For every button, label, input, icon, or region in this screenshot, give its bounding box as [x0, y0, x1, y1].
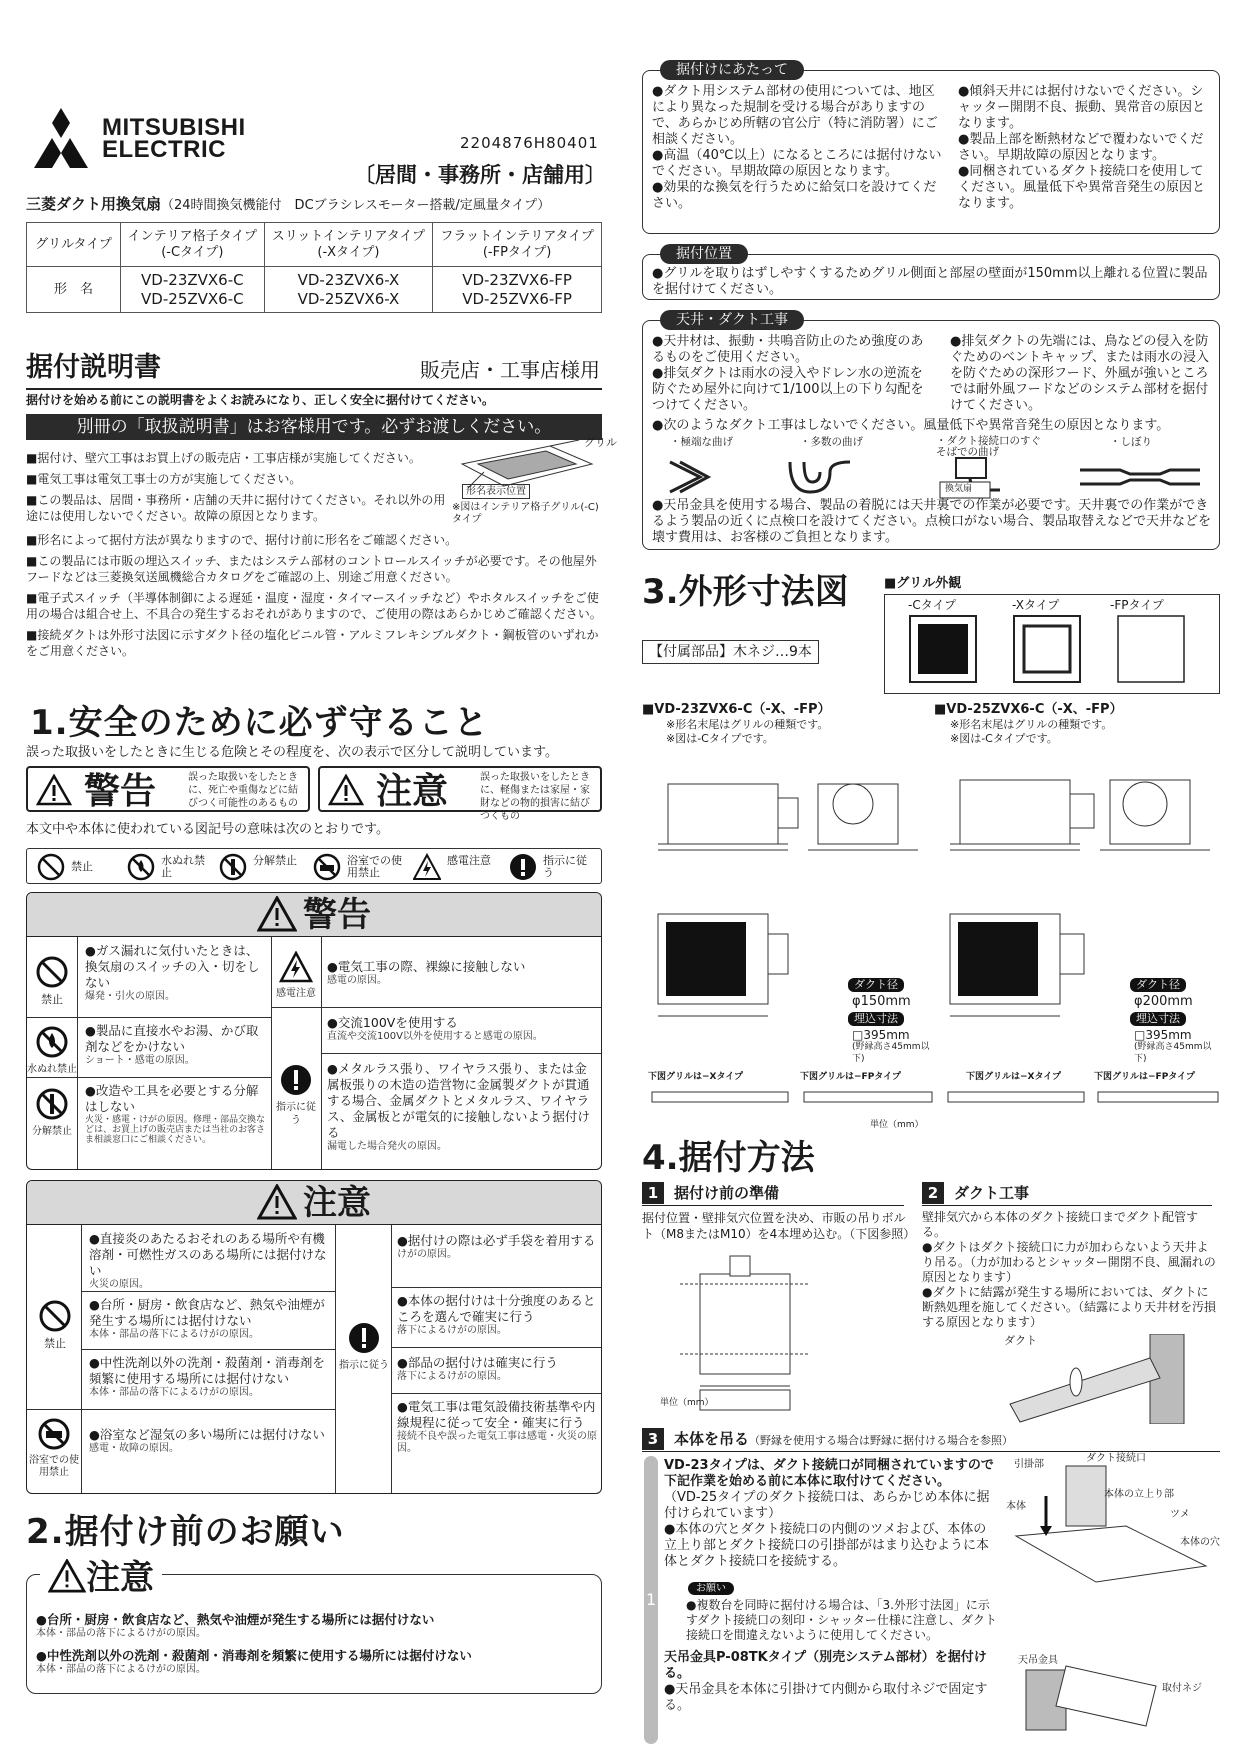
model-b-title: ■VD-25ZVX6-C（-X、-FP）: [934, 702, 1123, 717]
ng-item: ・しぼり: [1110, 436, 1152, 448]
instruction-icon: [279, 1063, 313, 1097]
instruction-icon: [509, 853, 537, 881]
ceiling-duct-left: ●天井材は、振動・共鳴音防止のため強度のあるものをご使用ください。 ●排気ダクトは雨水の浸入やドレン水の逆流を防ぐため屋外に向けて1/100以上の下り勾配をつけてください。: [652, 334, 924, 413]
electric-shock-icon: [279, 951, 313, 983]
lower-fp-label: 下図グリルは−FPタイプ: [800, 1072, 901, 1082]
caution-item: ●電気工事は電気設備技術基準や内線規程に従って安全・確実に行う 接続不良や誤った電気工事は感電・火災の原因。: [397, 1399, 597, 1454]
no-disassembly-cell: 分解禁止: [27, 1087, 77, 1138]
caution-item: ●浴室など湿気の多い場所には据付けない 感電・故障の原因。: [89, 1427, 325, 1454]
step-3-side-label: 1: [646, 1590, 657, 1609]
no-bathroom-icon: [313, 853, 341, 881]
caution-panel: [26, 1180, 602, 1494]
model-a-notes: ※形名末尾はグリルの種類です。 ※図は-Cタイプです。: [666, 718, 829, 745]
no-bathroom-icon: [37, 1417, 71, 1451]
step-1-drawing: [660, 1254, 840, 1414]
table-cell: VD-23ZVX6-C VD-25ZVX6-C: [121, 267, 265, 313]
warning-legend: 警告 誤った取扱いをしたときに、死亡や重傷などに結びつく可能性のあるもの: [26, 766, 310, 812]
unit-label: 単位（mm）: [660, 1398, 714, 1408]
figure-label: ツメ: [1170, 1509, 1190, 1520]
duct-size-a: φ150mm: [852, 994, 911, 1009]
instruction-cell: 指示に従う: [273, 1063, 319, 1127]
warning-panel: [26, 892, 602, 1170]
no-water-icon: [127, 853, 155, 881]
ng-item: ・極端な曲げ: [670, 436, 733, 448]
section-2-title: 2.据付け前のお願い: [26, 1512, 345, 1552]
model-table: [26, 222, 602, 313]
duct-size-tag: ダクト径: [1130, 978, 1186, 992]
symbols-lead: 本文中や本体に使われている図記号の意味は次のとおりです。: [26, 822, 389, 837]
caution-triangle-icon: [328, 774, 364, 806]
request-item: ●中性洗剤以外の洗剤・殺菌剤・消毒剤を頻繁に使用する場所には据付けない 本体・部品の落下によるけがの原因。: [36, 1648, 472, 1675]
model-b-side-drawing: [940, 754, 1220, 884]
warning-triangle-icon: [36, 774, 72, 806]
lower-x-label: 下図グリルは−Xタイプ: [648, 1072, 744, 1082]
caution-item: ●据付けの際は必ず手袋を着用する けがの原因。: [397, 1233, 596, 1260]
caution-item: ●本体の据付けは十分強度のあるところを選んで確実に行う 落下によるけがの原因。: [397, 1293, 596, 1336]
installation-notes-left: ●ダクト用システム部材の使用については、地区により異なった規制を受ける場合がありますので、あらかじめ所轄の官公庁（特に消防署）にご相談ください。 ●高温（40℃以上）になるところには据付けないでください。早期故障の原因となります。 ●効果的な換気を行うために給気口を設けてください。: [652, 84, 942, 211]
step-3-text-2: 天吊金具P-08TKタイプ（別売システム部材）を据付ける。 ●天吊金具を本体に引掛けて内側から取付ネジで固定する。: [664, 1650, 988, 1713]
request-item: ●台所・厨房・飲食店など、熱気や油煙が発生する場所には据付けない 本体・部品の落下によるけがの原因。: [36, 1612, 435, 1639]
warning-item: ●交流100Vを使用する 直流や交流100V以外を使用すると感電の原因。: [327, 1015, 543, 1042]
hole-size-tag: 埋込寸法: [1130, 1012, 1186, 1026]
section-4-title: 4.据付方法: [642, 1138, 815, 1178]
warning-panel-header: 警告: [27, 893, 601, 937]
step-3-text: VD-23タイプは、ダクト接続口が同梱されていますので下記作業を始める前に本体に取付けてください。 （VD-25タイプのダクト接続口は、あらかじめ本体に据付けられています） ●本体の穴とダクト接続口の内側のツメおよび、本体の立上り部とダクト接続口の引掛部がはまり込むように本体とダクト接続口を接続する。: [664, 1458, 994, 1569]
warning-item: ●製品に直接水やお湯、かび取剤などをかけない ショート・感電の原因。: [85, 1023, 259, 1066]
step-2-text: 壁排気穴から本体のダクト接続口までダクト配管する。 ●ダクトはダクト接続口に力が加わらないよう天井より吊る。（力が加わるとシャッター開閉不良、風漏れの原因となります） ●ダクトに結露が発生する場所においては、ダクトに断熱処理を施してください。（結露により天井材を汚損する原因となります）: [922, 1210, 1217, 1329]
ceiling-duct-right: ●排気ダクトの先端には、鳥などの侵入を防ぐためのベントキャップ、または雨水の浸入を防ぐための深形フード、外風が強いところでは耐外風フードなどのシステム部材を据付けてください。: [950, 334, 1209, 413]
ng-fan-label: 換気扇: [945, 484, 973, 494]
figure-label: 引掛部: [1014, 1459, 1044, 1470]
step-3-header: 3 本体を吊る（野縁を使用する場合は野縁に据付ける場合を参照）: [642, 1428, 1013, 1450]
caution-panel-header: 注意: [27, 1181, 601, 1225]
grille-label: グリル: [584, 436, 617, 449]
model-a-side-drawing: [648, 754, 938, 884]
caution-item: ●直接炎のあたるおそれのある場所や有機溶剤・可燃性ガスのある場所には据付けない 火災の原因。: [89, 1231, 327, 1290]
section-1-title: 1.安全のために必ず守ること: [30, 703, 489, 743]
grille-appearance-title: ■グリル外観: [884, 576, 962, 591]
hole-note-b: (野縁高さ45mm以下): [1134, 1042, 1212, 1064]
section-3-title: 3.外形寸法図: [642, 572, 849, 612]
figure-label: 本体: [1006, 1501, 1026, 1512]
manual-audience: 販売店・工事店様用: [420, 358, 600, 382]
ng-duct-figures: [660, 452, 1220, 502]
table-header: インテリア格子タイプ (-Cタイプ): [121, 223, 265, 267]
grille-type-label: -Xタイプ: [1012, 598, 1060, 612]
lower-x-label: 下図グリルは−Xタイプ: [966, 1072, 1062, 1082]
prohibited-cell: 禁止: [33, 1299, 77, 1352]
caution-legend: 注意 誤った取扱いをしたときに、軽傷または家屋・家財などの物的損害に結びつくもの: [318, 766, 602, 812]
notes-list-top: [26, 450, 446, 529]
duct-size-tag: ダクト径: [848, 978, 904, 992]
note-item: ■形名によって据付方法が異なりますので、据付け前に形名をご確認ください。: [26, 533, 458, 547]
figure-label: 取付ネジ: [1162, 1683, 1202, 1694]
hole-size-b: □395mm: [1134, 1028, 1192, 1042]
ng-item: ・多数の曲げ: [800, 436, 863, 448]
table-header: フラットインテリアタイプ (-FPタイプ): [433, 223, 602, 267]
position-tag: 据付位置: [660, 244, 748, 264]
intro-text: 据付けを始める前にこの説明書をよくお読みになり、正しく安全に据付けてください。: [26, 393, 495, 407]
instruction-icon: [347, 1321, 381, 1355]
grille-type-label: -FPタイプ: [1110, 598, 1164, 612]
caution-item: ●台所・厨房・飲食店など、熱気や油煙が発生する場所には据付けない 本体・部品の落下によるけがの原因。: [89, 1297, 325, 1340]
step-2-header: 2 ダクト工事: [922, 1182, 1029, 1204]
symbol-legend: 禁止 水ぬれ禁止 分解禁止 浴室での使用禁止 感電注意 指示に従う: [26, 848, 602, 884]
step-3-note: ●複数台を同時に据付ける場合は、「3.外形寸法図」に示すダクト接続口の刻印・シャッター仕様に注意し、ダクト接続口を間違えないように使用してください。: [686, 1598, 997, 1642]
no-disassembly-icon: [35, 1087, 69, 1121]
model-a-top-drawing: [648, 904, 838, 1034]
no-disassembly-icon: [219, 853, 247, 881]
table-cell: 形 名: [27, 267, 121, 313]
warning-item: ●改造や工具を必要とする分解はしない 火災・感電・けがの原因。修理・部品交換などは、お買上げの販売店または当社のお客さま相談窓口にご相談ください。: [85, 1083, 266, 1145]
caution-triangle-icon: [257, 1184, 297, 1220]
model-b-notes: ※形名末尾はグリルの種類です。 ※図は-Cタイプです。: [950, 718, 1113, 745]
label-position: 形名表示位置: [462, 484, 530, 499]
divider: [26, 388, 602, 390]
note-item: ■電子式スイッチ（半導体制御による遅延・温度・湿度・タイマースイッチなど）やホタルスイッチをご使用の場合は組合せ上、不具合の発生するおそれがありますので、ご使用の際はあらかじめご確認ください。: [26, 591, 602, 621]
step-1-header: 1 据付け前の準備: [642, 1182, 779, 1204]
doc-code: 2204876H80401: [460, 134, 599, 152]
installation-notes-tag: 据付けにあたって: [660, 60, 804, 80]
warning-item: ●メタルラス張り、ワイヤラス張り、または金属板張りの木造の造営物に金属製ダクトが貫通する場合、金属ダクトとメタルラス、ワイヤラス、金属板とが電気的に接触しないよう据付ける 漏電した場合発火の原因。: [327, 1061, 590, 1152]
ceiling-duct-tag: 天井・ダクト工事: [660, 310, 804, 330]
notes-list-bottom: [26, 532, 602, 664]
model-b-top-drawing: [940, 904, 1120, 1034]
model-a-title: ■VD-23ZVX6-C（-X、-FP）: [642, 702, 831, 717]
hole-size-a: □395mm: [852, 1028, 910, 1042]
caution-item: ●部品の据付けは確実に行う 落下によるけがの原因。: [397, 1355, 558, 1382]
note-item: ■据付け、壁穴工事はお買上げの販売店・工事店様が実施してください。: [26, 451, 421, 465]
figure-label: 本体の立上り部: [1104, 1489, 1174, 1500]
grille-type-label: -Cタイプ: [908, 598, 957, 612]
position-text: ●グリルを取りはずしやすくするためグリル側面と部屋の壁面が150mm以上離れる位置に製品を据付けてください。: [652, 266, 1208, 297]
electric-shock-cell: 感電注意: [273, 951, 319, 1000]
figure-label: 本体の穴: [1180, 1537, 1220, 1548]
table-cell: VD-23ZVX6-FP VD-25ZVX6-FP: [433, 267, 602, 313]
ng-item: ・ダクト接続口のすぐそばでの曲げ: [936, 435, 1041, 458]
duct-size-b: φ200mm: [1134, 994, 1193, 1009]
note-item: ■この製品には市販の埋込スイッチ、またはシステム部材のコントロールスイッチが必要です。その他屋外フードなどは三菱換気送風機総合カタログをご確認の上、別途ご用意ください。: [26, 554, 597, 584]
instruction-cell: 指示に従う: [337, 1321, 391, 1372]
usage-heading: 〔居間・事務所・店舗用〕: [354, 163, 606, 187]
no-water-icon: [35, 1025, 69, 1059]
note-item: ■接続ダクトは外形寸法図に示すダクト径の塩化ビニル管・アルミフレキシブルダクト・鋼板管のいずれかをご用意ください。: [26, 628, 599, 658]
product-line: 三菱ダクト用換気扇（24時間換気機能付 DCブラシレスモーター搭載/定風量タイプ）: [26, 195, 551, 213]
section-1-lead: 誤った取扱いをしたときに生じる危険とその程度を、次の表示で区分して説明しています。: [26, 745, 558, 760]
table-header: グリルタイプ: [27, 223, 121, 267]
request-tag: お願い: [688, 1582, 734, 1595]
no-bathroom-cell: 浴室での使用禁止: [27, 1417, 81, 1479]
brand-name: MITSUBISHI ELECTRIC: [102, 114, 246, 163]
warning-item: ●ガス漏れに気付いたときは、換気扇のスイッチの入・切をしない 爆発・引火の原因。: [85, 943, 260, 1002]
warning-triangle-icon: [257, 896, 297, 932]
table-cell: VD-23ZVX6-X VD-25ZVX6-X: [264, 267, 433, 313]
figure-note: ※図はインテリア格子グリル(-C) タイプ: [452, 502, 599, 525]
lower-fp-label: 下図グリルは−FPタイプ: [1094, 1072, 1195, 1082]
electric-shock-icon: [413, 853, 441, 881]
step-1-text: 据付位置・壁排気穴位置を決め、市販の吊りボルト（M8またはM10）を4本埋め込む。（下図参照）: [642, 1211, 916, 1241]
figure-label: ダクト接続口: [1086, 1453, 1146, 1464]
prohibited-icon: [37, 853, 65, 881]
figure-label: 天吊金具: [1018, 1655, 1058, 1666]
caution-triangle-icon: [48, 1559, 86, 1593]
duct-label: ダクト: [1004, 1334, 1037, 1347]
request-caution-header: 注意: [40, 1556, 162, 1600]
prohibited-cell: 禁止: [31, 955, 73, 1008]
grille-appearances: [908, 614, 1208, 684]
installation-notes-right: ●傾斜天井には据付けないでください。シャッター開閉不良、振動、異常音の原因となります。 ●製品上部を断熱材などで覆わないでください。早期故障の原因となります。 ●同梱されているダクト接続口を使用してください。風量低下や異常音発生の原因となります。: [958, 84, 1206, 211]
grille-section-drawings: [648, 1084, 1220, 1114]
note-item: ■電気工事は電気工事士の方が実施してください。: [26, 472, 302, 486]
manual-title: 据付説明書: [26, 352, 161, 383]
hole-note-a: (野縁高さ45mm以下): [852, 1042, 930, 1064]
prohibited-icon: [38, 1299, 72, 1333]
unit-label: 単位（mm）: [870, 1120, 924, 1130]
hole-size-tag: 埋込寸法: [848, 1012, 904, 1026]
caution-item: ●中性洗剤以外の洗剤・殺菌剤・消毒剤を頻繁に使用する場所には据付けない 本体・部品の落下によるけがの原因。: [89, 1355, 325, 1398]
warning-item: ●電気工事の際、裸線に接触しない 感電の原因。: [327, 959, 526, 986]
prohibited-icon: [35, 955, 69, 989]
note-item: ■この製品は、居間・事務所・店舗の天井に据付けてください。それ以外の用途には使用しないでください。故障の原因となります。: [26, 493, 446, 523]
ng-duct-lead: ●次のようなダクト工事はしないでください。風量低下や異常音発生の原因となります。: [652, 418, 1170, 433]
notice-banner: 別冊の「取扱説明書」はお客様用です。必ずお渡しください。: [26, 414, 602, 440]
accessory-label: 【付属部品】木ネジ…9本: [642, 640, 819, 664]
no-water-cell: 水ぬれ禁止: [27, 1025, 77, 1076]
mitsubishi-logo-icon: [26, 106, 96, 168]
ceiling-duct-bottom: ●天吊金具を使用する場合、製品の着脱には天井裏での作業が必要です。天井裏での作業ができるよう製品の近くに点検口を設けてください。点検口がない場合、製品取替えなどで天井などを壊す費用は、お客様のご負担となります。: [652, 498, 1212, 545]
table-header: スリットインテリアタイプ (-Xタイプ): [264, 223, 433, 267]
